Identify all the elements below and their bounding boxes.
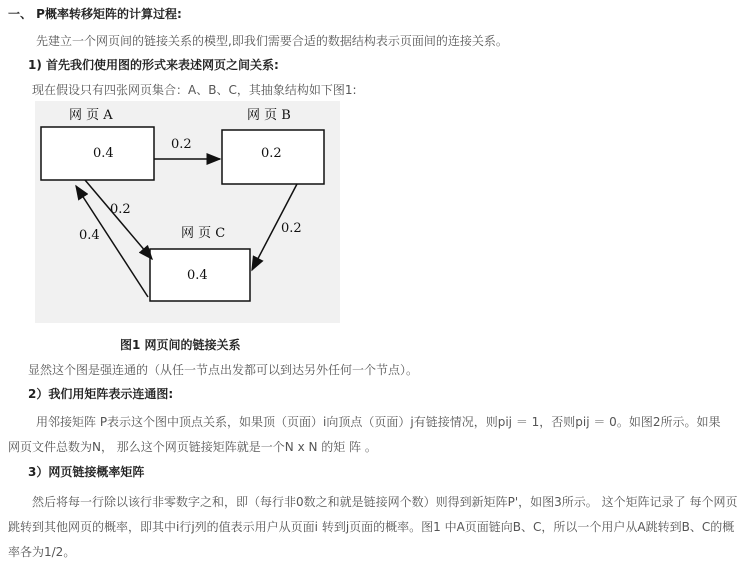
step3-paragraph-line2: 跳转到其他网页的概率，即其中i行j列的值表示用户从页面i 转到j页面的概率。图1 中A页面链向B、C，所以一个用户从A跳转到B、C的概 <box>8 520 735 534</box>
edge-a-to-c <box>85 180 152 259</box>
node-a-value: 0.4 <box>93 146 114 161</box>
node-c-value: 0.4 <box>187 268 208 283</box>
step2-paragraph-line1: 用邻接矩阵 P表示这个图中顶点关系，如果顶（页面）i向顶点（页面）j有链接情况，则pij ＝ 1，否则pij ＝ 0。如图2所示。如果 <box>36 415 721 429</box>
step2-heading: 2）我们用矩阵表示连通图: <box>28 387 174 401</box>
node-b-label: 网 页 B <box>247 108 291 123</box>
step1-text: 现在假设只有四张网页集合：A、B、C，其抽象结构如下图1: <box>32 83 357 97</box>
strong-connect-text: 显然这个图是强连通的（从任一节点出发都可以到达另外任何一个节点）。 <box>28 363 419 377</box>
step3-heading: 3）网页链接概率矩阵 <box>28 465 145 479</box>
edge-a-to-c-label: 0.2 <box>110 202 131 217</box>
link-graph-svg <box>35 101 340 323</box>
node-c-label: 网 页 C <box>181 226 226 241</box>
step2-paragraph-line2: 网页文件总数为N， 那么这个网页链接矩阵就是一个N x N 的矩 阵 。 <box>8 440 377 454</box>
step3-paragraph-line3: 率各为1/2。 <box>8 545 76 559</box>
intro-paragraph: 先建立一个网页间的链接关系的模型,即我们需要合适的数据结构表示页面间的连接关系。 <box>36 34 508 48</box>
step3-paragraph-line1: 然后将每一行除以该行非零数字之和，即（每行非0数之和就是链接网个数）则得到新矩阵P'，如图3所示。 这个矩阵记录了 每个网页 <box>32 495 738 509</box>
section-heading: 一、 P概率转移矩阵的计算过程: <box>8 7 182 21</box>
node-a-label: 网 页 A <box>69 108 113 123</box>
edge-a-to-b-label: 0.2 <box>171 137 192 152</box>
step1-heading: 1) 首先我们使用图的形式来表述网页之间关系: <box>28 58 279 72</box>
link-graph-figure <box>35 101 340 323</box>
figure-caption: 图1 网页间的链接关系 <box>120 338 241 352</box>
node-b-value: 0.2 <box>261 146 282 161</box>
edge-c-to-a-label: 0.4 <box>79 228 100 243</box>
edge-b-to-c-label: 0.2 <box>281 221 302 236</box>
